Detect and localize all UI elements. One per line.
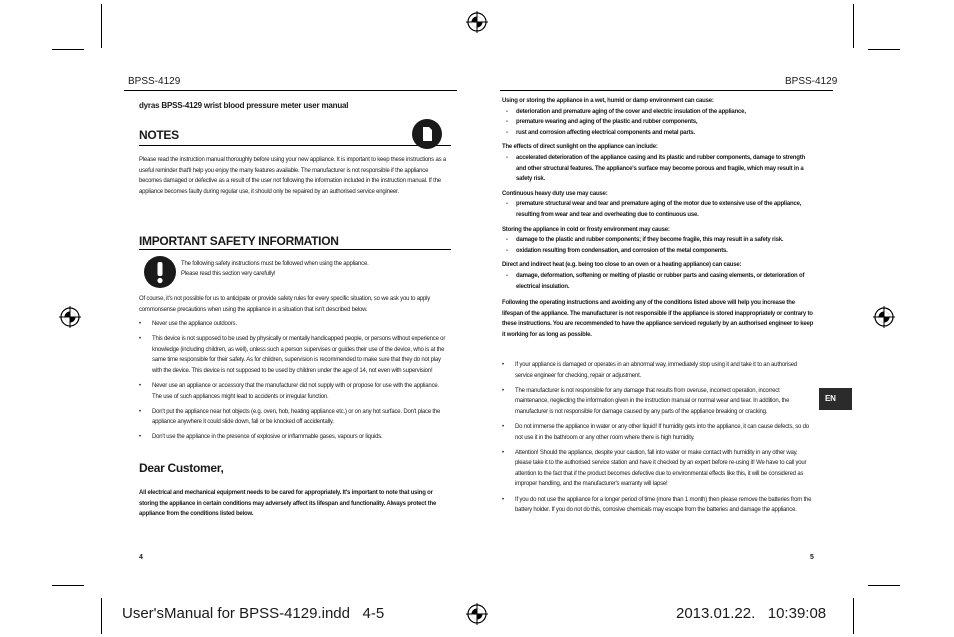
list-item: - premature structural wear and tear and premature aging of the motor due to extensive use of the appliance, resulting from wear and tear and overheating due to continuous use.: [502, 199, 814, 220]
crop-mark: [853, 4, 854, 48]
list-item: • Attention! Should the appliance, despite your caution, fall into water or make contact with humidity in any other way, please take it to the authorised service station and have it checked by an expert before re-using it! We have to call your attention to the fact that if the product becomes defective due to environmental effects like this, it will be considered as improper handling, and the manufacturer's warranty will lapse!: [502, 448, 814, 490]
registration-mark-icon: [59, 306, 81, 328]
registration-mark-icon: [873, 306, 895, 328]
crop-mark: [101, 598, 102, 634]
language-tab-label: EN: [825, 394, 836, 403]
list-item: • If your appliance is damaged or operates in an abnormal way, immediately stop using it and take it to an authorised service engineer for checking, repair or adjustment.: [502, 360, 814, 381]
list-item: - rust and corrosion affecting electrical components and metal parts.: [502, 128, 814, 139]
conditions-section: [502, 96, 814, 340]
list-item: • If you do not use the appliance for a longer period of time (more than 1 month) then please remove the batteries from the battery holder. If you do not do this, corrosive chemicals may escape from the batteries and damage the appliance.: [502, 495, 814, 516]
list-item: • Never use an appliance or accessory that the manufacturer did not supply with or propose for use with the appliance. The use of such appliances might lead to accidents or irregular function.: [139, 381, 449, 402]
list-item: • Don't use the appliance in the presence of explosive or inflammable gases, vapours or liquids.: [139, 432, 449, 443]
notes-rule: [139, 145, 451, 146]
list-item: • The manufacturer is not responsible for any damage that results from overuse, incorrect operation, incorrect maintenance, neglecting the information given in the instruction manual or normal wear and tear. In addition, the manufacturer is not responsible for damage caused by any parts of the appliance breaking or cracking.: [502, 386, 814, 418]
care-bullet-list: [502, 360, 814, 520]
safety-bullet-list: [139, 319, 449, 447]
safety-intro: Of course, it's not possible for us to anticipate or provide safety rules for every specific situation, so we ask you to apply commonsense precautions when using the appliance in a situation that isn't described below.: [139, 296, 431, 313]
safety-rule: [139, 249, 451, 250]
crop-mark: [52, 585, 84, 586]
notes-text: Please read the instruction manual thoroughly before using your new appliance. It is important to keep these instructions as a useful reminder that'll help you enjoy the many features available. The manufacturer is not responsible if the appliance becomes damaged or defective as a result of the user not following the information included in the instruction manual. If the appliance becomes faulty during regular use, it should only be repaired by an authorised service engineer.: [139, 157, 446, 195]
registration-mark-icon: [466, 603, 488, 625]
footer-timestamp: 2013.01.22. 10:39:08: [676, 605, 827, 622]
crop-mark: [853, 598, 854, 634]
customer-text: All electrical and mechanical equipment needs to be cared for appropriately. It's important to note that using or storing the appliance in certain conditions may adversely affect its lifespan and functionality. Always protect the appliance from the conditions listed below.: [139, 490, 437, 518]
warning-icon: [144, 256, 176, 288]
safety-note-line-2: Please read this section very carefully!: [181, 271, 276, 277]
page-number-right: 5: [810, 554, 814, 561]
crop-mark: [101, 4, 102, 48]
header-rule-right: [500, 90, 833, 91]
header-model-left: BPSS-4129: [128, 76, 181, 87]
following-text: Following the operating instructions and avoiding any of the conditions listed above will help you increase the lifespan of the appliance. The manufacturer is not responsible if the appliance is stored inappropriately or contrary to these instructions. You are recommended to have the appliance serviced regularly by an authorised engineer to keep it working for as long as possible.: [502, 300, 814, 338]
footer-filename: User'sManual for BPSS-4129.indd 4-5: [122, 605, 385, 622]
list-item: • Don't put the appliance near hot objects (e.g. oven, hob, heating appliance etc.) or on any hot surface. Don't place the appliance anywhere it could slide down, fall or be knocked off accidentally.: [139, 407, 449, 428]
list-item: • Do not immerse the appliance in water or any other liquid! If humidity gets into the appliance, it can cause defects, so do not use it in the bathroom or any other room where there is high humidity.: [502, 422, 814, 443]
list-item: - damage, deformation, softening or melting of plastic or rubber parts and casing elements, or deterioration of electrical insulation.: [502, 271, 814, 292]
condition-heading: Using or storing the appliance in a wet, humid or damp environment can cause:: [502, 98, 714, 104]
crop-mark: [868, 49, 900, 50]
condition-heading: Continuous heavy duty use may cause:: [502, 190, 608, 197]
document-icon: [412, 119, 442, 149]
customer-title: Dear Customer,: [139, 461, 224, 475]
safety-note-line-1: The following safety instructions must be followed when using the appliance.: [181, 261, 369, 267]
header-rule-left: [124, 90, 457, 91]
safety-title: IMPORTANT SAFETY INFORMATION: [139, 234, 339, 248]
list-item: - oxidation resulting from condensation, and corrosion of the metal components.: [502, 246, 814, 257]
list-item: • This device is not supposed to be used by physically or mentally handicapped people, or persons without experience or knowledge (including children, as well), unless such a person supervises or guides their use of the device, who is at the same time responsible for their safety. As for children, supervision is recommended to make sure that they do not play with the device. This device is not supposed to be used by children under the age of 14, not even with supervision!: [139, 334, 449, 376]
header-model-right: BPSS-4129: [785, 76, 838, 87]
condition-heading: Storing the appliance in cold or frosty environment may cause:: [502, 226, 670, 233]
condition-heading: Direct and indirect heat (e.g. being too close to an oven or a heating appliance) can cause:: [502, 262, 742, 269]
crop-mark: [868, 585, 900, 586]
crop-mark: [52, 49, 84, 50]
list-item: - premature wearing and aging of the plastic and rubber components,: [502, 117, 814, 128]
list-item: - accelerated deterioration of the appliance casing and its plastic and rubber components, damage to strength and other structural features. The appliance's surface may become porous and fragile, which may result in a safety risk.: [502, 153, 814, 185]
notes-title: NOTES: [139, 128, 179, 142]
list-item: • Never use the appliance outdoors.: [139, 319, 449, 330]
list-item: - deterioration and premature aging of the cover and electric insulation of the appliance,: [502, 107, 814, 118]
language-tab: [819, 388, 852, 410]
list-item: - damage to the plastic and rubber components; if they become fragile, this may result in a safety risk.: [502, 235, 814, 246]
condition-heading: The effects of direct sunlight on the appliance can include:: [502, 144, 658, 151]
document-title: dyras BPSS-4129 wrist blood pressure meter user manual: [139, 101, 349, 110]
registration-mark-icon: [466, 11, 488, 33]
page-number-left: 4: [139, 554, 143, 561]
